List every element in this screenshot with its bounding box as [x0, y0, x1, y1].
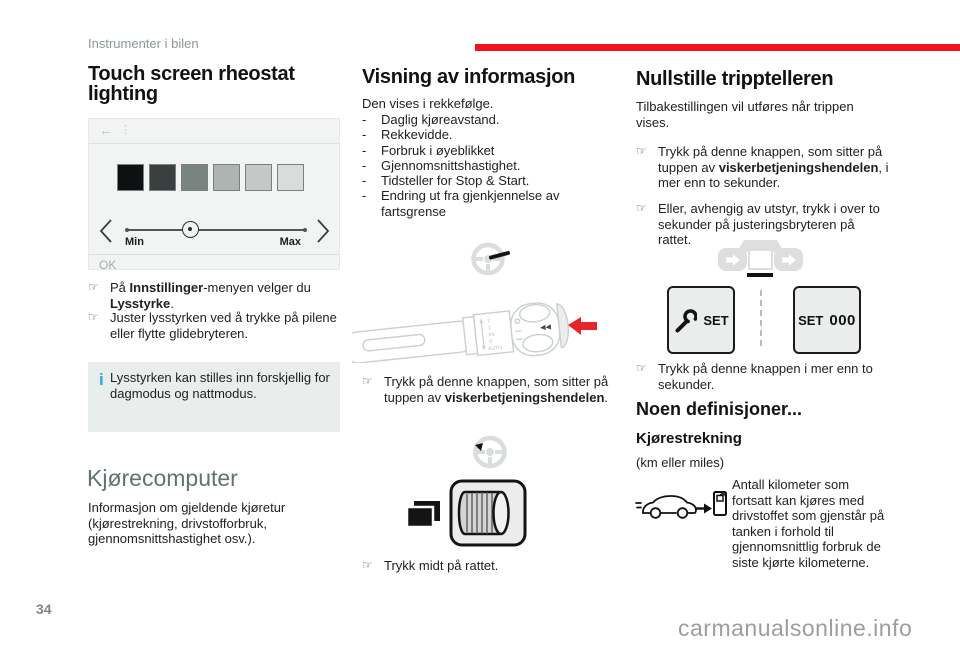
touchscreen-topbar	[89, 119, 339, 144]
stalk-mark: AUTO	[487, 344, 503, 353]
track-dot	[303, 228, 307, 232]
section-label: Instrumenter i bilen	[88, 36, 199, 51]
instruction-bullet	[362, 374, 616, 405]
reset-trip-intro: Tilbakestillingen vil utføres når trippen vises.	[636, 99, 854, 130]
touchscreen-illustration	[88, 118, 340, 270]
wrench-icon	[673, 307, 697, 334]
set-button-illustration	[667, 286, 735, 354]
brightness-swatch	[181, 164, 208, 191]
touchscreen-bottombar-divider	[89, 254, 339, 255]
info-note-text: Lysstyrken kan stilles inn forskjellig for dagmodus og nattmodus.	[110, 370, 330, 401]
section-heading-trip-computer: Kjørecomputer	[87, 465, 238, 491]
instruction-text: Trykk på denne knappen, som sitter på tuppen av viskerbetjeningshendelen.	[384, 374, 609, 405]
instruction-bullet	[636, 144, 890, 191]
instruction-text: På Innstillinger-menyen velger du Lysstyrke.	[110, 280, 311, 311]
max-label: Max	[279, 236, 301, 248]
trip-computer-description: Informasjon om gjeldende kjøretur (kjørestrekning, drivstofforbruk, gjennomsnittshastighet osv.).	[88, 500, 286, 546]
heading-reset-trip: Nullstille tripptelleren	[636, 68, 834, 90]
brightness-slider-knob	[182, 221, 199, 238]
steering-wheel-icon	[471, 435, 511, 469]
pointer-hand-icon: ☞	[88, 310, 99, 324]
min-label: Min	[125, 236, 144, 248]
red-arrow-pointer	[568, 317, 597, 335]
steering-wheel-stalk-icon	[470, 242, 510, 276]
brightness-swatches	[117, 164, 304, 191]
car-fuel-range-icon	[635, 489, 727, 523]
brightness-swatch	[149, 164, 176, 191]
set-display-label: SET	[798, 312, 824, 328]
instruction-text: Trykk på denne knappen, som sitter på tuppen av viskerbetjeningshendelen, i mer enn to sekunder.	[658, 144, 889, 190]
pointer-hand-icon: ☞	[636, 201, 647, 215]
instruction-bullet	[636, 361, 882, 392]
brightness-swatch	[277, 164, 304, 191]
instruction-text: Trykk midt på rattet.	[384, 558, 499, 573]
heading-definitions: Noen definisjoner...	[636, 399, 803, 419]
display-info-list	[362, 112, 618, 219]
list-item: - Daglig kjøreavstand.	[362, 112, 500, 127]
info-note	[88, 362, 340, 432]
list-item: - Forbruk i øyeblikket	[362, 142, 495, 158]
pages-icon	[406, 500, 442, 530]
display-info-intro: Den vises i rekkefølge.	[362, 96, 494, 111]
dashed-divider	[760, 290, 762, 346]
page-number: 34	[36, 601, 52, 617]
info-icon: i	[99, 370, 104, 389]
rewind-icon: ◀◀	[539, 323, 552, 332]
brightness-swatch	[245, 164, 272, 191]
set-label: SET	[703, 312, 729, 328]
track-dot	[125, 228, 129, 232]
chevron-right-icon	[315, 218, 331, 244]
pointer-hand-icon: ☞	[362, 374, 373, 388]
stalk-mark: 0	[489, 338, 493, 346]
pointer-hand-icon: ☞	[362, 558, 373, 572]
instruction-text: Eller, avhengig av utstyr, trykk i over to sekunder på justeringsbryteren på rattet.	[658, 201, 880, 247]
heading-display-info: Visning av informasjon	[362, 66, 576, 88]
stalk-mark: Int	[488, 331, 495, 339]
unit-note: (km eller miles)	[636, 455, 725, 470]
stalk-mark: 1	[487, 324, 492, 332]
red-accent-bar	[475, 44, 960, 51]
subheading-range: Kjørestrekning	[636, 430, 742, 447]
list-item: - Tidsteller for Stop & Start.	[362, 173, 530, 189]
list-item: - Endring ut fra gjenkjennelse av fartsgrense	[362, 188, 560, 219]
pointer-hand-icon: ☞	[636, 144, 647, 158]
set-display-illustration	[793, 286, 861, 354]
instruction-bullet	[362, 558, 614, 574]
range-definition-text: Antall kilometer som fortsatt kan kjøres med drivstoffet som gjenstår på tanken i forhold til gjennomsnittlig forbruk de siste kjørte kilometerne.	[732, 477, 885, 570]
instruction-bullet	[88, 310, 340, 341]
back-arrow-icon: ←	[99, 122, 113, 138]
ok-button-label: OK	[99, 258, 117, 272]
instruction-bullet	[88, 280, 340, 311]
brightness-slider-track	[126, 229, 306, 231]
instruction-text: Juster lysstyrken ved å trykke på pilene eller flytte glidebryteren.	[110, 310, 337, 341]
overflow-menu-icon: ⋮	[120, 124, 131, 136]
instrument-cluster-icon	[716, 239, 806, 279]
pointer-hand-icon: ☞	[636, 361, 647, 375]
set-display-value: 000	[829, 311, 856, 329]
article-title: Touch screen rheostat lighting	[88, 63, 295, 105]
pointer-hand-icon: ☞	[88, 280, 99, 294]
brightness-swatch	[117, 164, 144, 191]
chevron-left-icon	[98, 218, 114, 244]
list-item: - Gjennomsnittshastighet.	[362, 157, 521, 173]
brightness-swatch	[213, 164, 240, 191]
steering-wheel-thumbwheel-illustration	[449, 479, 527, 547]
watermark: carmanualsonline.info	[678, 615, 913, 641]
wiper-stalk-illustration	[352, 281, 610, 363]
instruction-text: Trykk på denne knappen i mer enn to sekunder.	[658, 361, 873, 392]
stalk-mark: 2	[486, 318, 491, 325]
list-item: - Rekkevidde.	[362, 127, 453, 143]
